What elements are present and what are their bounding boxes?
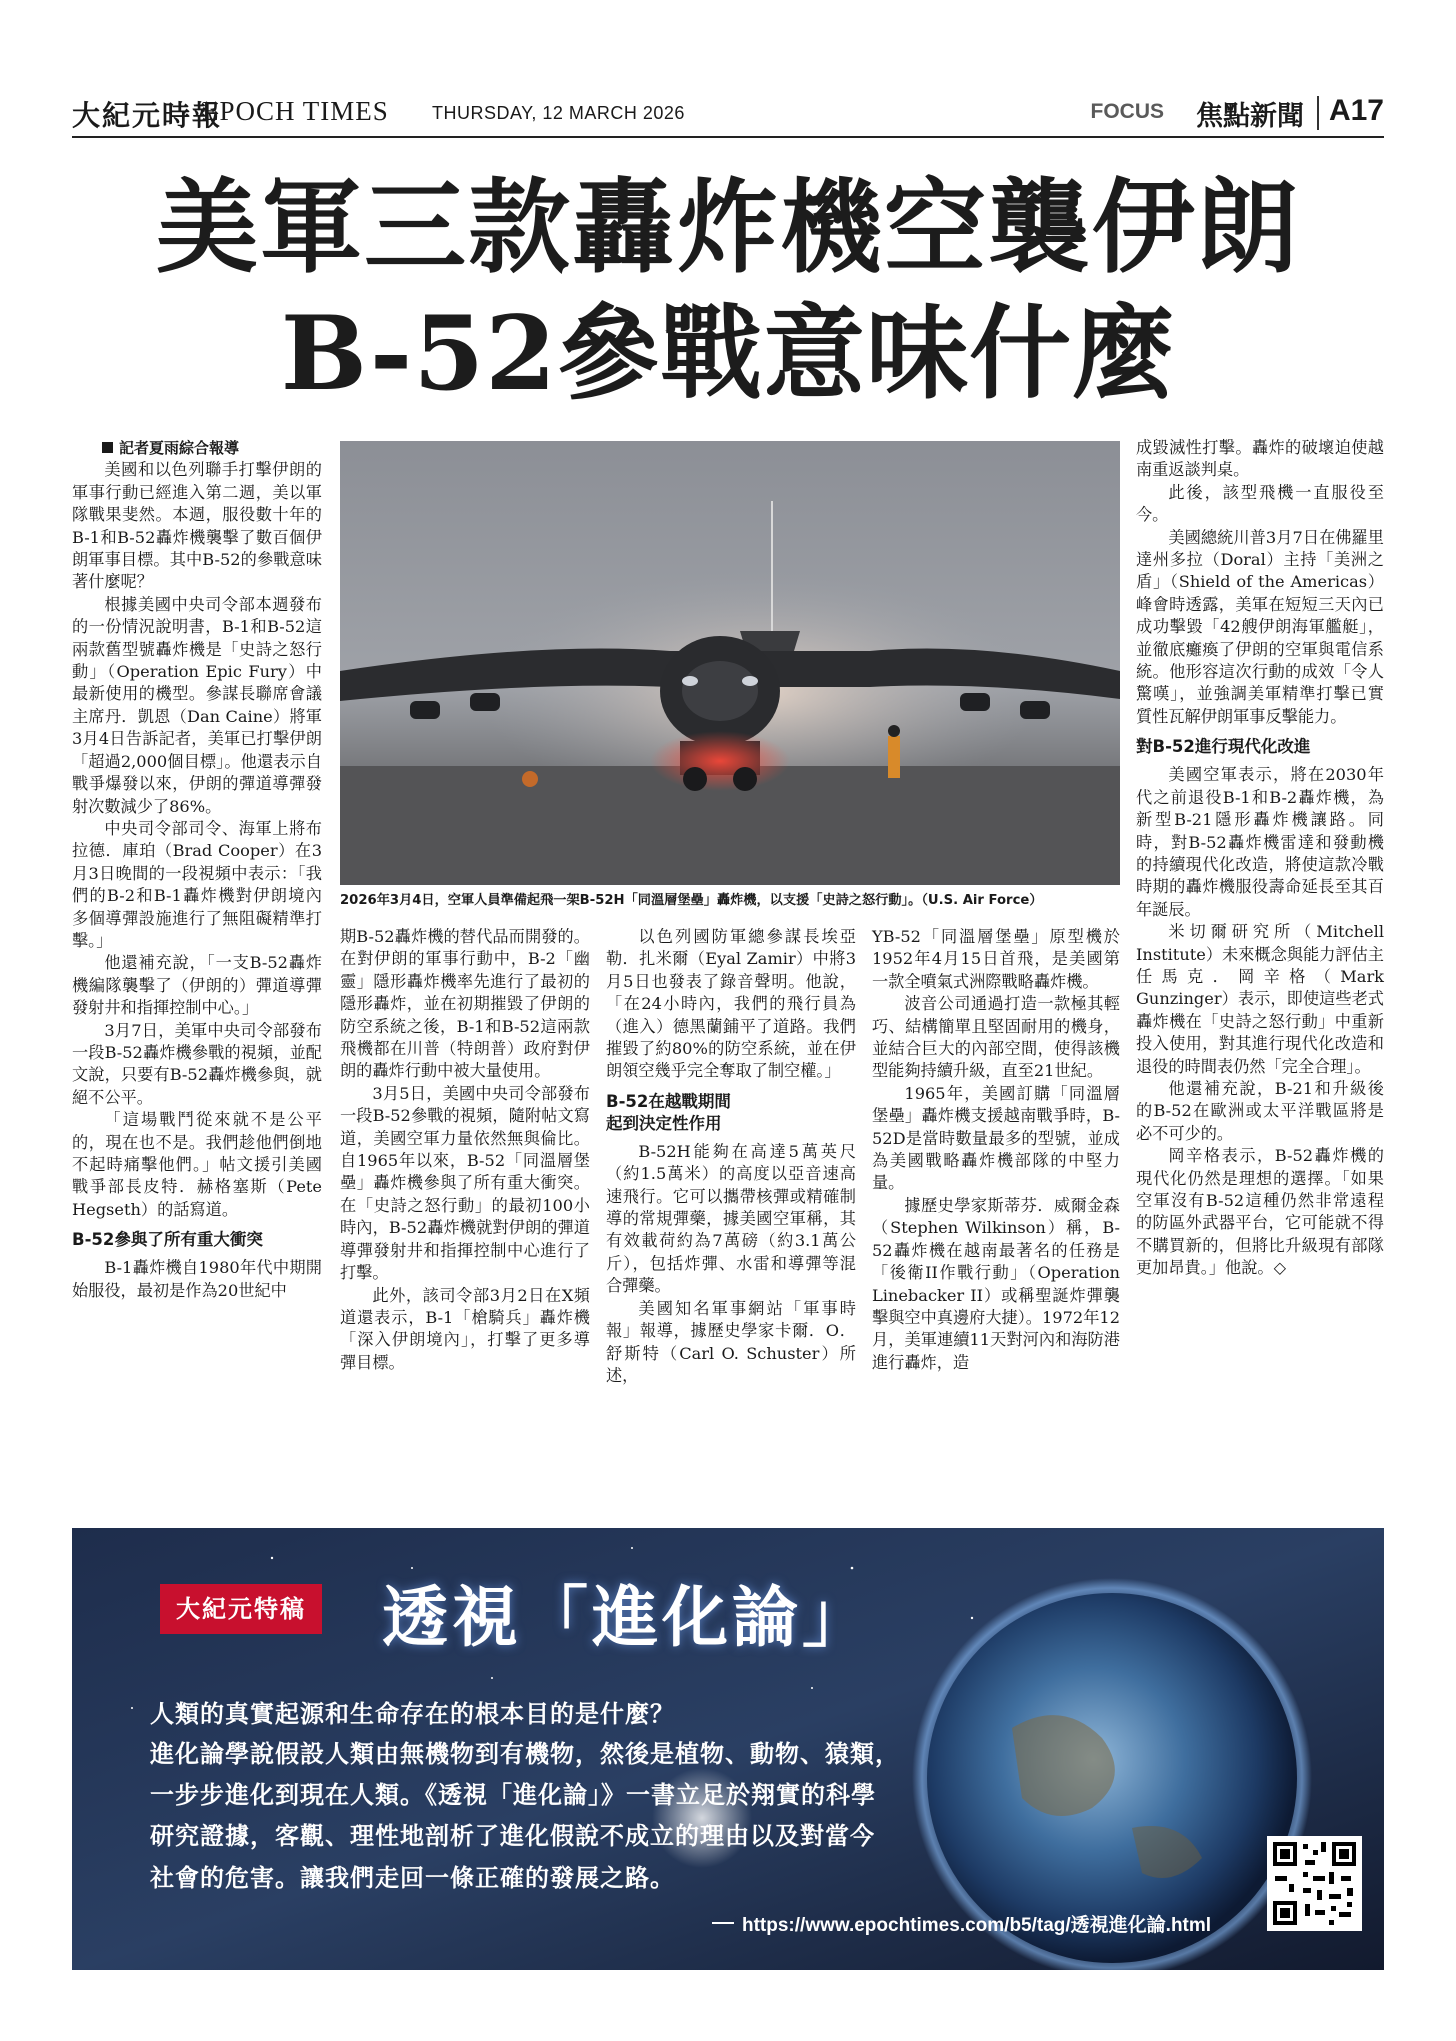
paragraph: YB-52「同溫層堡壘」原型機於1952年4月15日首飛，是美國第一款全噴氣式洲際戰略轟炸機。 bbox=[872, 927, 1120, 991]
banner-title: 透視「進化論」 bbox=[382, 1578, 872, 1656]
issue-date: THURSDAY, 12 MARCH 2026 bbox=[432, 103, 685, 123]
paragraph: 此外，該司令部3月2日在X頻道還表示，B-1「槍騎兵」轟炸機「深入伊朗境內」，打擊了更多導彈目標。 bbox=[340, 1285, 590, 1372]
paragraph: 他還補充說，「一支B-52轟炸機編隊襲擊了（伊朗的）彈道導彈發射井和指揮控制中心。」 bbox=[72, 953, 322, 1018]
subheading-line-1: B-52在越戰期間 bbox=[606, 1091, 731, 1111]
masthead-rule bbox=[72, 136, 1384, 138]
banner-line-1: 人類的真實起源和生命存在的根本目的是什麼？ bbox=[150, 1700, 675, 1728]
paragraph: 波音公司通過打造一款極其輕巧、結構簡單且堅固耐用的機身，並結合巨大的內部空間，使得該機型能夠持續升級，直至21世紀。 bbox=[872, 994, 1120, 1081]
masthead bbox=[72, 92, 1384, 136]
subheading: B-52參與了所有重大衝突 bbox=[72, 1230, 263, 1250]
paragraph: 「這場戰鬥從來就不是公平的，現在也不是。我們趁他們倒地不起時痛擊他們。」帖文援引美國戰爭部長皮特．赫格塞斯（Pete Hegseth）的話寫道。 bbox=[72, 1110, 322, 1219]
paragraph: 美國和以色列聯手打擊伊朗的軍事行動已經進入第二週，美以軍隊戰果斐然。本週，服役數十年的B-1和B-52轟炸機襲擊了數百個伊朗軍事目標。其中B-52的參戰意味著什麼呢？ bbox=[72, 460, 322, 592]
section-label-cn: 焦點新聞 bbox=[1196, 101, 1304, 132]
subheading-line-2: 起到決定性作用 bbox=[606, 1113, 722, 1133]
paragraph: 1965年，美國訂購「同溫層堡壘」轟炸機支援越南戰爭時，B-52D是當時數量最多的型號，並成為美國戰略轟炸機部隊的中堅力量。 bbox=[872, 1083, 1120, 1193]
b52-bomber-image bbox=[340, 441, 1120, 885]
banner-line-4: 研究證據，客觀、理性地剖析了進化假說不成立的理由以及對當今 bbox=[150, 1822, 875, 1850]
url-leader-line bbox=[712, 1922, 734, 1924]
paragraph: B-1轟炸機自1980年代中期開始服役，最初是作為20世紀中 bbox=[72, 1258, 322, 1300]
paragraph: 中央司令部司令、海軍上將布拉德．庫珀（Brad Cooper）在3月3日晚間的一段視頻中表示：「我們的B-2和B-1轟炸機對伊朗境內多個導彈設施進行了無阻礙精準打擊。」 bbox=[72, 818, 322, 950]
paragraph: 據歷史學家斯蒂芬．威爾金森（Stephen Wilkinson）稱，B-52轟炸機在越南最著名的任務是「後衛II作戰行動」（Operation Linebacker II）或稱聖誕炸彈襲擊與空中真邊府大捷）。1972年12月，美軍連續11天對河內和海防港進行轟炸，造 bbox=[872, 1195, 1120, 1372]
paragraph: 以色列國防軍總參謀長埃亞勒．扎米爾（Eyal Zamir）中將3月5日也發表了錄音聲明。他說，「在24小時內，我們的飛行員為（進入）德黑蘭鋪平了道路。我們摧毀了約80%的防空系統，並在伊朗領空幾乎完全奪取了制空權。」 bbox=[606, 927, 856, 1081]
article-column-1 bbox=[72, 437, 322, 1302]
article-column-5 bbox=[1136, 437, 1384, 1280]
paragraph: 美國空軍表示，將在2030年代之前退役B-1和B-2轟炸機，為新型B-21隱形轟炸機讓路。同時，對B-52轟炸機雷達和發動機的持續現代化改造，將使這款冷戰時期的轟炸機服役壽命延長至其百年誕辰。 bbox=[1136, 765, 1384, 919]
qr-code-icon[interactable] bbox=[1267, 1836, 1362, 1931]
banner-url-link[interactable]: https://www.epochtimes.com/b5/tag/透視進化論.html bbox=[742, 1915, 1212, 1936]
paragraph: 根據美國中央司令部本週發布的一份情況說明書，B-1和B-52這兩款舊型號轟炸機是「史詩之怒行動」（Operation Epic Fury）中最新使用的機型。參謀長聯席會議主席丹．凱恩（Dan Caine）將軍3月4日告訴記者，美軍已打擊伊朗「超過2,000個目標」。他還表示自戰爭爆發以來，伊朗的彈道導彈發射次數減少了86%。 bbox=[72, 594, 322, 816]
article-column-4 bbox=[872, 926, 1120, 1374]
masthead-logo-chinese: 大紀元時報 bbox=[72, 99, 223, 132]
article-column-3 bbox=[606, 926, 856, 1387]
paragraph: 成毀滅性打擊。轟炸的破壞迫使越南重返談判桌。 bbox=[1136, 438, 1384, 480]
banner-line-3: 一步步進化到現在人類。《透視「進化論」》一書立足於翔實的科學 bbox=[150, 1781, 876, 1809]
masthead-separator bbox=[1317, 96, 1319, 130]
byline-square-icon bbox=[102, 442, 113, 453]
paragraph: 米切爾研究所（Mitchell Institute）未來概念與能力評估主任馬克．岡辛格（Mark Gunzinger）表示，即使這些老式轟炸機在「史詩之怒行動」中重新投入使用，對其進行現代化改造和退役的時間表仍然「完全合理」。 bbox=[1136, 922, 1384, 1076]
paragraph: 3月7日，美軍中央司令部發布一段B-52轟炸機參戰的視頻，並配文說，只要有B-52轟炸機參與，就絕不公平。 bbox=[72, 1020, 322, 1107]
bomber-photo bbox=[340, 441, 1120, 885]
byline bbox=[72, 437, 322, 459]
paragraph: 期B-52轟炸機的替代品而開發的。在對伊朗的軍事行動中，B-2「幽靈」隱形轟炸機率先進行了最初的隱形轟炸，並在初期摧毀了伊朗的防空系統之後，B-1和B-52這兩款飛機都在川普（特朗普）政府對伊朗的轟炸行動中被大量使用。 bbox=[340, 927, 590, 1081]
evolution-book-banner[interactable] bbox=[72, 1528, 1384, 1970]
banner-line-5: 社會的危害。讓我們走回一條正確的發展之路。 bbox=[150, 1864, 675, 1892]
subheading: 對B-52進行現代化改進 bbox=[1136, 737, 1311, 757]
article-column-2 bbox=[340, 926, 590, 1374]
paragraph: B-52H能夠在高達5萬英尺（約1.5萬米）的高度以亞音速高速飛行。它可以攜帶核彈或精確制導的常規彈藥，據美國空軍稱，其有效載荷約為7萬磅（約3.1萬公斤），包括炸彈、水雷和導彈等混合彈藥。 bbox=[606, 1141, 856, 1296]
paragraph: 他還補充說，B-21和升級後的B-52在歐洲或太平洋戰區將是必不可少的。 bbox=[1136, 1078, 1384, 1143]
paragraph: 此後，該型飛機一直服役至今。 bbox=[1136, 482, 1384, 525]
paragraph: 3月5日，美國中央司令部發布一段B-52參戰的視頻，隨附帖文寫道，美國空軍力量依然無與倫比。自1965年以來，B-52「同溫層堡壘」轟炸機參與了所有重大衝突。在「史詩之怒行動」的最初100小時內，B-52轟炸機就對伊朗的彈道導彈發射井和指揮控制中心進行了打擊。 bbox=[340, 1083, 590, 1283]
special-feature-tag: 大紀元特稿 bbox=[160, 1584, 322, 1634]
subheading bbox=[606, 1091, 856, 1135]
masthead-logo-english: EPOCH TIMES bbox=[202, 96, 389, 126]
paragraph: 美國知名軍事網站「軍事時報」報導，據歷史學家卡爾．O．舒斯特（Carl O. Schuster）所述， bbox=[606, 1298, 856, 1385]
headline-line-1: 美軍三款轟炸機空襲伊朗 bbox=[156, 168, 1300, 288]
section-label-en: FOCUS bbox=[1090, 100, 1164, 123]
byline-text: 記者夏雨綜合報導 bbox=[119, 439, 240, 457]
paragraph: 美國總統川普3月7日在佛羅里達州多拉（Doral）主持「美洲之盾」（Shield of the Americas）峰會時透露，美軍在短短三天內已成功擊毀「42艘伊朗海軍艦艇」，並徹底癱瘓了伊朗的空軍與電信系統。他形容這次行動的成效「令人驚嘆」，並強調美軍精準打擊已實質性瓦解伊朗軍事反擊能力。 bbox=[1136, 527, 1384, 726]
photo-caption: 2026年3月4日，空軍人員準備起飛一架B-52H「同溫層堡壘」轟炸機，以支援「史詩之怒行動」。（U.S. Air Force） bbox=[340, 893, 1043, 908]
banner-line-2: 進化論學說假設人類由無機物到有機物，然後是植物、動物、猿類， bbox=[150, 1740, 900, 1768]
page-number: A17 bbox=[1328, 94, 1384, 127]
headline-line-2: B-52參戰意味什麼 bbox=[280, 294, 1176, 414]
paragraph: 岡辛格表示，B-52轟炸機的現代化仍然是理想的選擇。「如果空軍沒有B-52這種仍然非常遠程的防區外武器平台，它可能就不得不購買新的，但將比升級現有部隊更加昂貴。」他說。◇ bbox=[1136, 1146, 1384, 1278]
